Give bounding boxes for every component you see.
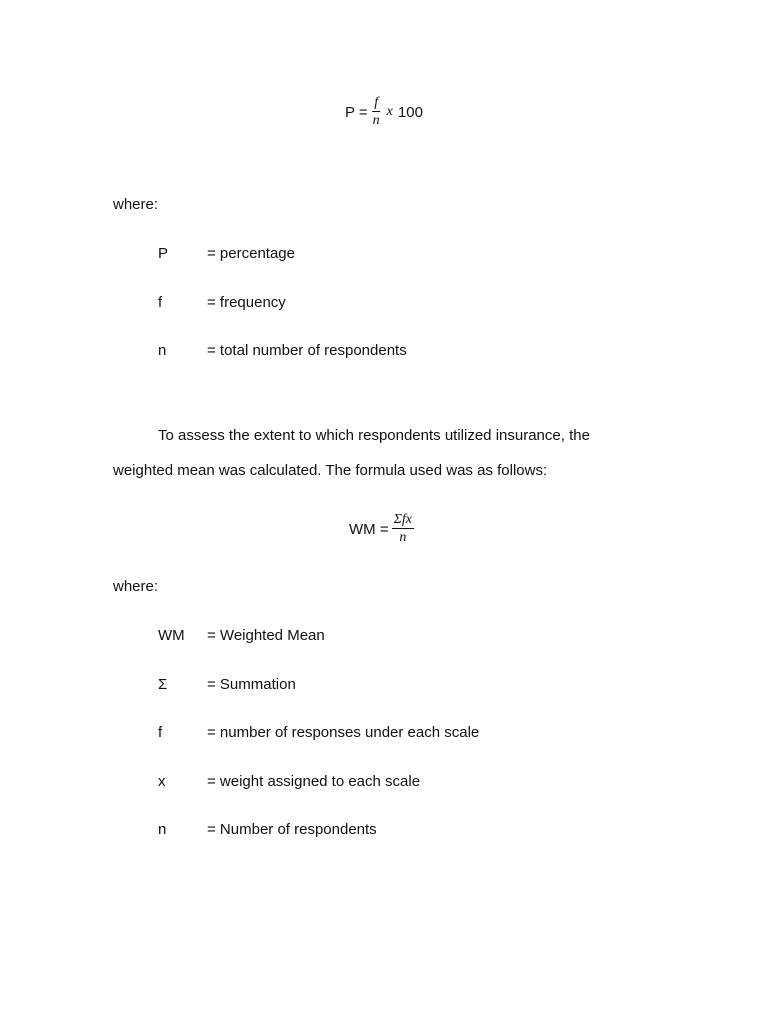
- fraction-numerator: Σfx: [393, 512, 413, 527]
- formula-fraction: [371, 96, 382, 128]
- formula-multiply: x: [386, 104, 393, 119]
- definition-symbol: f: [158, 724, 163, 741]
- definition-text: = Number of respondents: [207, 821, 377, 838]
- paragraph-line: weighted mean was calculated. The formula used was as follows:: [113, 462, 548, 479]
- definition-symbol: WM: [158, 627, 185, 644]
- definition-text: = Summation: [207, 676, 296, 693]
- definition-symbol: x: [158, 773, 166, 790]
- definition-text: = Weighted Mean: [207, 627, 325, 644]
- definition-symbol: P: [158, 245, 169, 262]
- paragraph-line: To assess the extent to which respondents utilized insurance, the: [158, 427, 590, 444]
- where-label: where:: [113, 196, 159, 213]
- fraction-denominator: n: [399, 530, 407, 545]
- definition-text: = number of responses under each scale: [207, 724, 480, 741]
- definition-text: = weight assigned to each scale: [207, 773, 421, 790]
- definition-text: = percentage: [207, 245, 295, 262]
- definition-text: = total number of respondents: [207, 342, 407, 359]
- formula-fraction: [392, 513, 414, 545]
- weighted-mean-formula: [349, 511, 417, 547]
- definition-symbol: f: [158, 294, 163, 311]
- where-label: where:: [113, 578, 159, 595]
- formula-constant: 100: [397, 103, 423, 121]
- definition-symbol: n: [158, 342, 167, 359]
- formula-lhs: WM =: [349, 520, 389, 538]
- percentage-formula: [345, 94, 423, 130]
- definition-text: = frequency: [207, 294, 286, 311]
- fraction-numerator: f: [374, 95, 379, 110]
- formula-lhs: P =: [345, 103, 368, 121]
- fraction-denominator: n: [372, 113, 380, 128]
- definition-symbol: n: [158, 821, 167, 838]
- definition-symbol: Σ: [158, 676, 168, 693]
